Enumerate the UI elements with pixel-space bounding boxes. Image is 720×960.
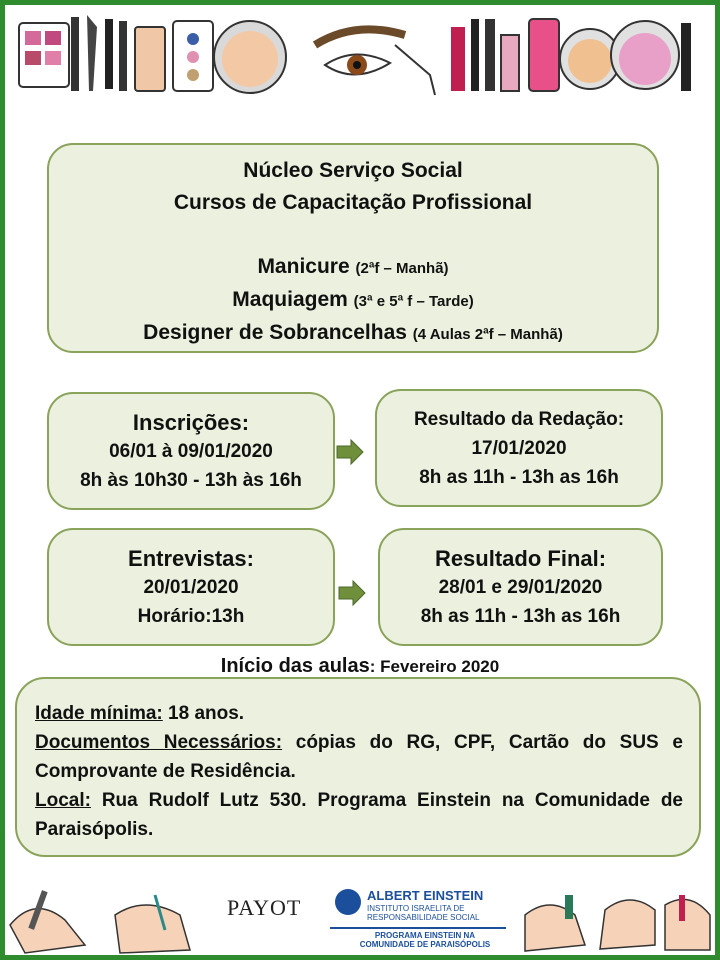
ae-program: PROGRAMA EINSTEIN NA COMUNIDADE DE PARAISÓPOLIS <box>359 931 491 949</box>
ae-name: ALBERT EINSTEIN <box>367 888 484 903</box>
redacao-box <box>375 389 663 507</box>
entrevistas-date: 20/01/2020 <box>143 577 239 598</box>
inscricoes-box <box>47 392 335 510</box>
redacao-title: Resultado da Redação: <box>413 409 625 430</box>
final-title: Resultado Final: <box>434 546 607 571</box>
course-maquiagem: Maquiagem (3ª e 5ª f – Tarde) <box>232 288 474 311</box>
docs-line: Documentos Necessários: cópias do RG, CPF, Cartão do SUS e Comprovante de Residência. <box>35 732 683 782</box>
local-line: Local: Rua Rudolf Lutz 530. Programa Einstein na Comunidade de Paraisópolis. <box>35 790 683 840</box>
entrevistas-title: Entrevistas: <box>128 546 254 571</box>
course-manicure: Manicure (2ªf – Manhã) <box>257 255 449 278</box>
entrevistas-box <box>47 528 335 646</box>
header-line-2: Cursos de Capacitação Profissional <box>173 191 533 214</box>
inscricoes-hours: 8h às 10h30 - 13h às 16h <box>80 470 302 491</box>
makeup-illustration-icon <box>5 5 715 105</box>
inscricoes-title: Inscrições: <box>132 410 250 435</box>
final-hours: 8h as 11h - 13h as 16h <box>420 606 621 627</box>
requirements-box <box>15 677 701 857</box>
final-dates: 28/01 e 29/01/2020 <box>438 577 603 598</box>
course-sobrancelhas: Designer de Sobrancelhas (4 Aulas 2ªf – Manhã) <box>143 321 563 344</box>
inicio-aulas: Início das aulas: Fevereiro 2020 <box>220 655 500 677</box>
ae-divider <box>330 927 506 929</box>
title-box <box>47 143 659 353</box>
albert-einstein-logo-icon <box>335 889 361 915</box>
arrow-right-icon <box>337 578 367 608</box>
ae-sub: INSTITUTO ISRAELITA DE RESPONSABILIDADE SOCIAL <box>367 904 480 922</box>
entrevistas-hours: Horário:13h <box>137 606 245 627</box>
idade-line: Idade mínima: 18 anos. <box>35 703 245 724</box>
final-box <box>378 528 663 646</box>
redacao-date: 17/01/2020 <box>471 438 567 459</box>
header-line-1: Núcleo Serviço Social <box>243 159 463 182</box>
redacao-hours: 8h as 11h - 13h as 16h <box>419 467 619 488</box>
arrow-right-icon <box>335 437 365 467</box>
payot-logo: PAYOT <box>227 895 302 920</box>
inscricoes-dates: 06/01 à 09/01/2020 <box>109 441 273 462</box>
